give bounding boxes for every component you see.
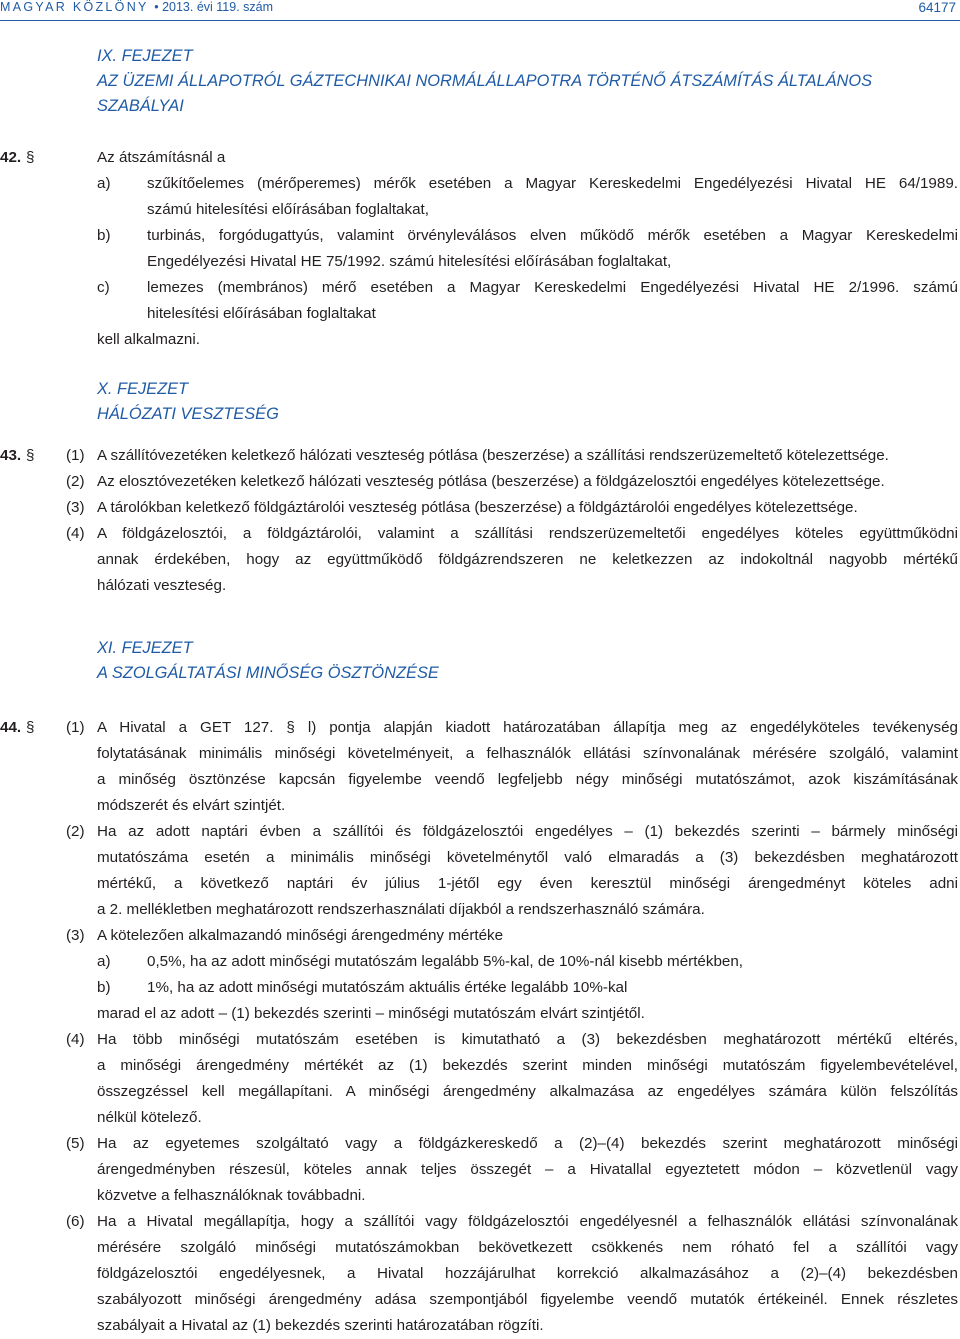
section-sign: § [26,149,35,166]
item-label: c) [97,279,110,296]
paragraph-text: A Hivatal a GET 127. § l) pontja alapján kiadott határozatában állapítja meg az engedélyköteles tevékenység [97,719,958,736]
chapter-title: HÁLÓZATI VESZTESÉG [97,405,279,423]
paragraph-text: Az elosztóvezetéken keletkező hálózati veszteség pótlása (beszerzése) a földgázelosztói engedélyes kötelezettsége. [97,473,885,490]
item-text: szűkítőelemes (mérőperemes) mérők esetében a Magyar Kereskedelmi Engedélyezési Hivatal HE 64/1989. [147,175,958,192]
chapter-ix-heading [97,44,872,119]
page-number: 64177 [918,0,956,15]
item-text: 0,5%, ha az adott minőségi mutatószám legalább 5%-kal, de 10%-nál kisebb mértékben, [147,953,744,970]
paragraph-text: közvetve a felhasználóknak továbbadni. [97,1187,366,1204]
paragraph-label: (2) [66,823,85,840]
section-number: 43. [0,447,22,464]
paragraph-text: annak érdekében, hogy az együttműködő földgázrendszeren ne keletkezzen az indokoltnál nagyobb mértékű [97,551,958,568]
chapter-number: X. FEJEZET [97,380,189,398]
item-text: hitelesítési előírásában foglaltakat [147,305,376,322]
section-44 [0,715,960,1339]
item-label: a) [97,953,111,970]
paragraph-text: A kötelezően alkalmazandó minőségi árengedmény mértéke [97,927,504,944]
paragraph-text: árengedményben részesül, köteles annak teljes összegét – a Hivatallal egyeztetett módon – közvetlenül vagy [97,1161,958,1178]
paragraph-text: Ha több minőségi mutatószám esetében is kimutatható a (3) bekezdésben meghatározott mértékű eltérés, [97,1031,958,1048]
item-text: számú hitelesítési előírásában foglaltakat, [147,201,429,218]
paragraph-text: Ha az egyetemes szolgáltató vagy a földgázkereskedő a (2)–(4) bekezdés szerint meghatározott minőségi [97,1135,958,1152]
paragraph-text: hálózati veszteség. [97,577,227,594]
paragraph-text: a minőség ösztönzése kapcsán figyelembe veendő legfeljebb négy minőségi mutatószámot, azok kiszámításának [97,771,958,788]
paragraph-text: összegzéssel kell megállapítani. A minőségi árengedmény alkalmazása az engedélyes számára külön felszólítás [97,1083,958,1100]
section-text: kell alkalmazni. [97,331,200,348]
paragraph-label: (6) [66,1213,85,1230]
item-label: a) [97,175,111,192]
chapter-number: XI. FEJEZET [97,639,193,657]
paragraph-text: nélkül kötelező. [97,1109,202,1126]
paragraph-text: mérésére szolgáló minőségi mutatószámokban bekövetkezett csökkenés nem róható fel a szállítói vagy [97,1239,958,1256]
paragraph-text: A földgázelosztói, a földgáztárolói, valamint a szállítási rendszerüzemeltetői engedélyes köteles együttműködni [97,525,958,542]
publication-name: MAGYAR KÖZLÖNY • 2013. évi 119. szám [0,0,274,14]
chapter-title: AZ ÜZEMI ÁLLAPOTRÓL GÁZTECHNIKAI NORMÁLÁLLAPOTRA TÖRTÉNŐ ÁTSZÁMÍTÁS ÁLTALÁNOS [97,72,873,90]
chapter-x-heading [97,377,279,427]
paragraph-text: a 2. mellékletben meghatározott rendszerhasználati díjakból a rendszerhasználó számára. [97,901,705,918]
paragraph-text: szabályozott minőségi árengedmény adása szempontjából figyelembe veendő mutatók értékeinél. Ennek részletes [97,1291,958,1308]
paragraph-text: földgázelosztói engedélyesnek, a Hivatal hozzájárulhat korrekció alkalmazásához a (2)–(4) bekezdésben [97,1265,958,1282]
section-sign: § [26,447,35,464]
chapter-number: IX. FEJEZET [97,47,193,65]
header-rule [0,20,960,21]
running-header [0,0,960,24]
chapter-xi-heading [97,636,439,686]
paragraph-label: (5) [66,1135,85,1152]
section-sign: § [26,719,35,736]
section-42 [0,145,960,353]
paragraph-label: (1) [66,447,85,464]
paragraph-text: folytatásának minimális minőségi követelményeit, a felhasználók ellátási színvonalának mérésére szolgáló, valamint [97,745,958,762]
paragraph-text: mértékű, a következő naptári év július 1-jétől egy éven keresztül minőségi árengedményt köteles adni [97,875,958,892]
paragraph-text: mutatószáma esetén a minimális minőségi követelménytől való elmaradás a (3) bekezdésben meghatározott [97,849,958,866]
paragraph-text: A szállítóvezetéken keletkező hálózati veszteség pótlása (beszerzése) a szállítási rendszerüzemeltető kötelezettsége. [97,447,889,464]
item-label: b) [97,227,111,244]
paragraph-label: (4) [66,1031,85,1048]
section-number: 44. [0,719,22,736]
chapter-title: A SZOLGÁLTATÁSI MINŐSÉG ÖSZTÖNZÉSE [97,664,439,682]
paragraph-label: (4) [66,525,85,542]
paragraph-label: (3) [66,927,85,944]
chapter-title-cont: SZABÁLYAI [97,97,184,115]
item-text: lemezes (membrános) mérő esetében a Magyar Kereskedelmi Engedélyezési Hivatal HE 2/1996. számú [147,279,958,296]
item-label: b) [97,979,111,996]
paragraph-text: marad el az adott – (1) bekezdés szerinti – minőségi mutatószám elvárt szintjétől. [97,1005,645,1022]
item-text: 1%, ha az adott minőségi mutatószám aktuális értéke legalább 10%-kal [147,979,628,996]
item-text: Engedélyezési Hivatal HE 75/1992. számú hitelesítési előírásában foglaltakat, [147,253,672,270]
paragraph-label: (2) [66,473,85,490]
section-43 [0,443,960,599]
paragraph-text: Ha a Hivatal megállapítja, hogy a szállítói vagy földgázelosztói engedélyesnél a felhasználók ellátási színvonalának [97,1213,958,1230]
item-text: turbinás, forgódugattyús, valamint örvényleválásos elven működő mérők esetében a Magyar Kereskedelmi [147,227,958,244]
paragraph-label: (1) [66,719,85,736]
paragraph-text: A tárolókban keletkező földgáztárolói veszteség pótlása (beszerzése) a földgáztárolói engedélyes kötelezettsége. [97,499,858,516]
section-text: Az átszámításnál a [97,149,226,166]
paragraph-text: szabályait a Hivatal az (1) bekezdés szerinti határozatában rögzíti. [97,1317,544,1334]
paragraph-label: (3) [66,499,85,516]
paragraph-text: a minőségi árengedmény mértékét az (1) bekezdés szerint minden minőségi mutatószám figyelembevételével, [97,1057,958,1074]
paragraph-text: módszerét és elvárt szintjét. [97,797,286,814]
paragraph-text: Ha az adott naptári évben a szállítói és földgázelosztói engedélyes – (1) bekezdés szerinti – bármely minőségi [97,823,958,840]
section-number: 42. [0,149,22,166]
